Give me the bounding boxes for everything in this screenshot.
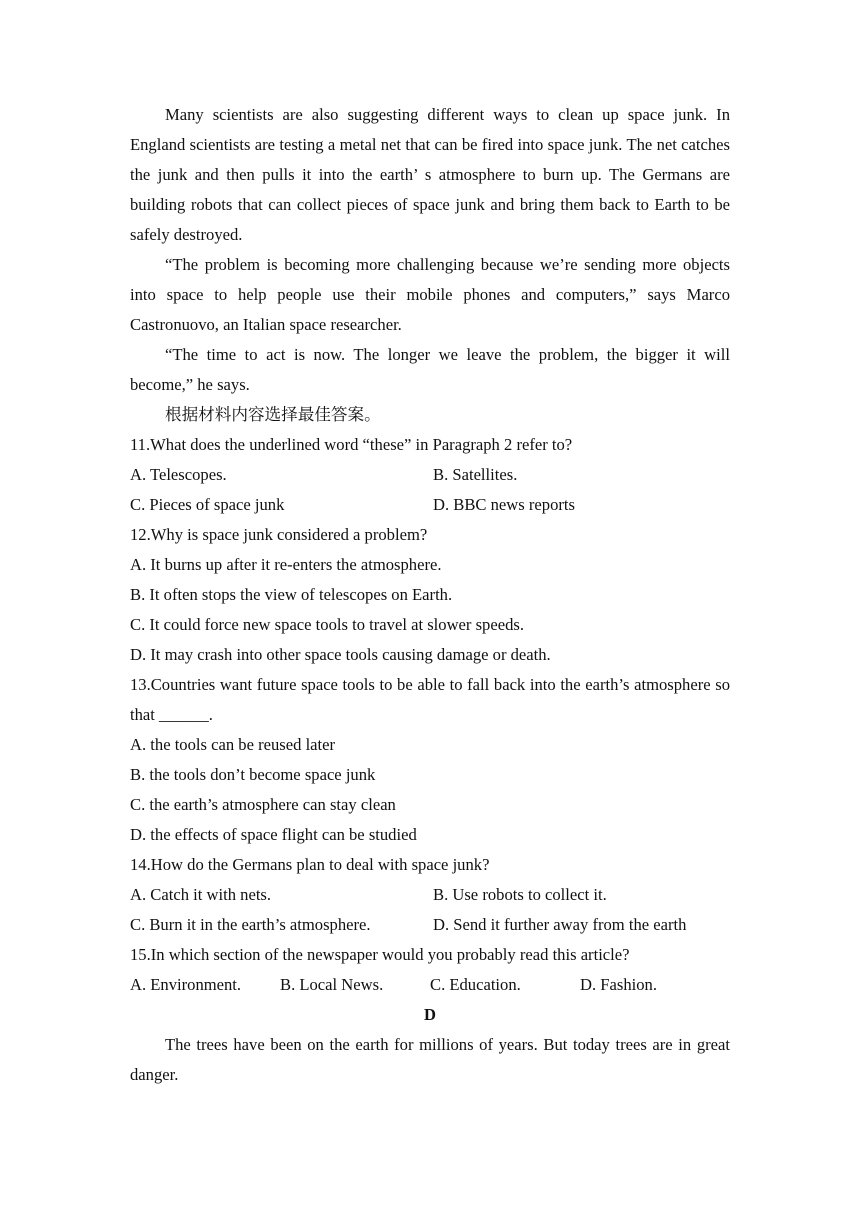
answer-option: A. Environment. [130, 975, 242, 994]
answer-option: C. Education. [430, 975, 521, 994]
options-row [130, 880, 730, 910]
document-content [130, 100, 730, 1090]
answer-option: C. It could force new space tools to travel at slower speeds. [130, 615, 524, 634]
passage-paragraph: “The problem is becoming more challenging because we’re sending more objects into space to help people use their mobile phones and computers,” says Marco Castronuovo, an Italian space researcher. [130, 255, 730, 334]
question-stem: 15.In which section of the newspaper would you probably read this article? [130, 945, 630, 964]
answer-option: A. the tools can be reused later [130, 735, 336, 754]
answer-option: B. Use robots to collect it. [433, 885, 607, 904]
answer-option: D. Send it further away from the earth [433, 915, 687, 934]
answer-option: D. the effects of space flight can be studied [130, 825, 417, 844]
question-stem: 12.Why is space junk considered a problem? [130, 525, 428, 544]
answer-option: B. the tools don’t become space junk [130, 765, 376, 784]
answer-option: A. Telescopes. [130, 465, 227, 484]
question-stem: 11.What does the underlined word “these” in Paragraph 2 refer to? [130, 435, 573, 454]
question-stem: 13.Countries want future space tools to be able to fall back into the earth’s atmosphere so that ______. [130, 675, 730, 724]
options-row [130, 490, 730, 520]
answer-option: D. Fashion. [580, 975, 657, 994]
question-stem: 14.How do the Germans plan to deal with space junk? [130, 855, 490, 874]
passage-paragraph: The trees have been on the earth for millions of years. But today trees are in great danger. [130, 1035, 730, 1084]
answer-option: A. Catch it with nets. [130, 885, 272, 904]
answer-option: B. Satellites. [433, 465, 518, 484]
options-row [130, 910, 730, 940]
answer-option: C. the earth’s atmosphere can stay clean [130, 795, 396, 814]
passage-paragraph: Many scientists are also suggesting different ways to clean up space junk. In England scientists are testing a metal net that can be fired into space junk. The net catches the junk and then pulls it into the earth’ s atmosphere to burn up. The Germans are building robots that can collect pieces of space junk and bring them back to Earth to be safely destroyed. [130, 105, 730, 244]
answer-option: C. Pieces of space junk [130, 495, 285, 514]
answer-option: D. BBC news reports [433, 495, 575, 514]
options-row [130, 970, 730, 1000]
answer-option: A. It burns up after it re-enters the atmosphere. [130, 555, 442, 574]
answer-option: B. Local News. [280, 975, 384, 994]
instruction-text: 根据材料内容选择最佳答案。 [165, 405, 381, 424]
passage-paragraph: “The time to act is now. The longer we leave the problem, the bigger it will become,” he says. [130, 345, 730, 394]
answer-option: B. It often stops the view of telescopes on Earth. [130, 585, 453, 604]
answer-option: D. It may crash into other space tools causing damage or death. [130, 645, 551, 664]
options-row [130, 460, 730, 490]
section-heading: D [424, 1005, 436, 1024]
answer-option: C. Burn it in the earth’s atmosphere. [130, 915, 371, 934]
